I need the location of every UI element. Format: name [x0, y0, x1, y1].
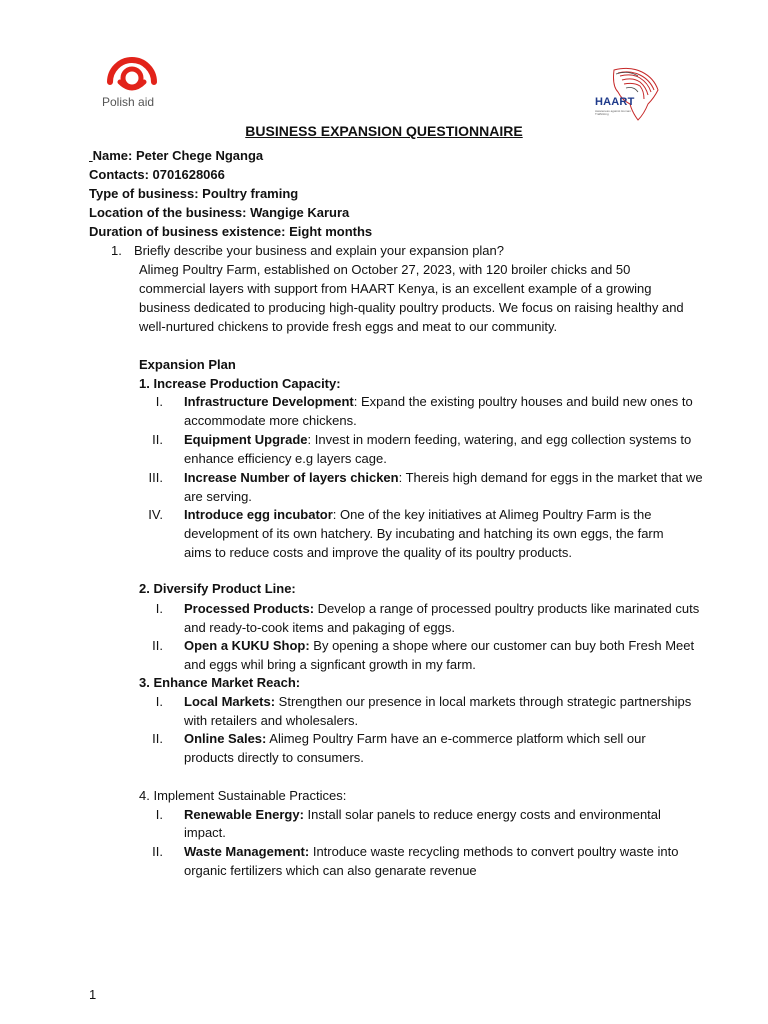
list-item-continuation: accommodate more chickens.: [184, 413, 357, 428]
page-number: 1: [89, 987, 97, 1002]
polish-aid-caption: Polish aid: [102, 95, 155, 109]
answer-line: Alimeg Poultry Farm, established on October 27, 2023, with 120 broiler chicks and 50: [139, 262, 631, 277]
document-title: BUSINESS EXPANSION QUESTIONNAIRE: [245, 123, 523, 139]
field-contacts: Contacts: 0701628066: [89, 167, 225, 182]
item-number: I.: [155, 807, 163, 822]
list-item: Equipment Upgrade: Invest in modern feeding, watering, and egg collection systems to: [184, 432, 692, 447]
list-item-continuation: impact.: [184, 825, 226, 840]
list-item-continuation: development of its own hatchery. By incubating and hatching its own eggs, the farm: [184, 526, 664, 541]
list-item: Local Markets: Strengthen our presence in local markets through strategic partnerships: [184, 694, 692, 709]
list-item: Introduce egg incubator: One of the key initiatives at Alimeg Poultry Farm is the: [184, 507, 652, 522]
section-heading: 1. Increase Production Capacity:: [139, 376, 341, 391]
section-heading: 2. Diversify Product Line:: [139, 581, 296, 596]
expansion-plan-heading: Expansion Plan: [139, 357, 236, 372]
item-number: II.: [152, 638, 163, 653]
field-name: Name: Peter Chege Nganga: [92, 148, 264, 163]
item-number: II.: [152, 731, 163, 746]
list-item: Renewable Energy: Install solar panels to reduce energy costs and environmental: [184, 807, 661, 822]
item-number: I.: [155, 694, 163, 709]
list-item: Infrastructure Development: Expand the existing poultry houses and build new ones to: [184, 394, 693, 409]
question-text: Briefly describe your business and explain your expansion plan?: [134, 243, 504, 258]
haart-tagline: Awareness against Human Trafficking: [595, 109, 631, 116]
item-number: I.: [155, 601, 163, 616]
item-number: II.: [152, 844, 163, 859]
answer-line: commercial layers with support from HAART Kenya, is an excellent example of a growing: [139, 281, 652, 296]
list-item-continuation: and eggs whil bring a signficant growth in my farm.: [184, 657, 476, 672]
field-location: Location of the business: Wangige Karura: [89, 205, 350, 220]
question-number: 1.: [111, 243, 122, 258]
list-item-continuation: aims to reduce costs and improve the quality of its poultry products.: [184, 545, 573, 560]
list-item: Open a KUKU Shop: By opening a shope where our customer can buy both Fresh Meet: [184, 638, 695, 653]
list-item-continuation: with retailers and wholesalers.: [184, 713, 359, 728]
section-heading: 3. Enhance Market Reach:: [139, 675, 301, 690]
haart-wordmark: HAART: [595, 96, 635, 108]
haart-logo: [592, 64, 664, 122]
list-item: Online Sales: Alimeg Poultry Farm have an e-commerce platform which sell our: [184, 731, 646, 746]
item-number: IV.: [148, 507, 163, 522]
answer-line: business dedicated to producing high-quality poultry products. We focus on raising healthy and: [139, 300, 684, 315]
list-item-continuation: organic fertilizers which can also genarate revenue: [184, 863, 477, 878]
polish-aid-emblem-icon: [100, 56, 164, 96]
field-duration: Duration of business existence: Eight months: [89, 224, 373, 239]
field-business-type: Type of business: Poultry framing: [89, 186, 299, 201]
polish-aid-logo: [100, 56, 164, 112]
item-number: I.: [155, 394, 163, 409]
answer-line: well-nurtured chickens to provide fresh eggs and meat to our community.: [139, 319, 558, 334]
list-item: Waste Management: Introduce waste recycling methods to convert poultry waste into: [184, 844, 679, 859]
list-item-continuation: are serving.: [184, 489, 252, 504]
item-number: II.: [152, 432, 163, 447]
list-item-continuation: products directly to consumers.: [184, 750, 364, 765]
list-item: Processed Products: Develop a range of processed poultry products like marinated cuts: [184, 601, 700, 616]
list-item: Increase Number of layers chicken: Thereis high demand for eggs in the market that we: [184, 470, 703, 485]
item-number: III.: [148, 470, 163, 485]
list-item-continuation: enhance efficiency e.g layers cage.: [184, 451, 387, 466]
list-item-continuation: and ready-to-cook items and pakaging of eggs.: [184, 620, 456, 635]
section-heading: 4. Implement Sustainable Practices:: [139, 788, 347, 803]
